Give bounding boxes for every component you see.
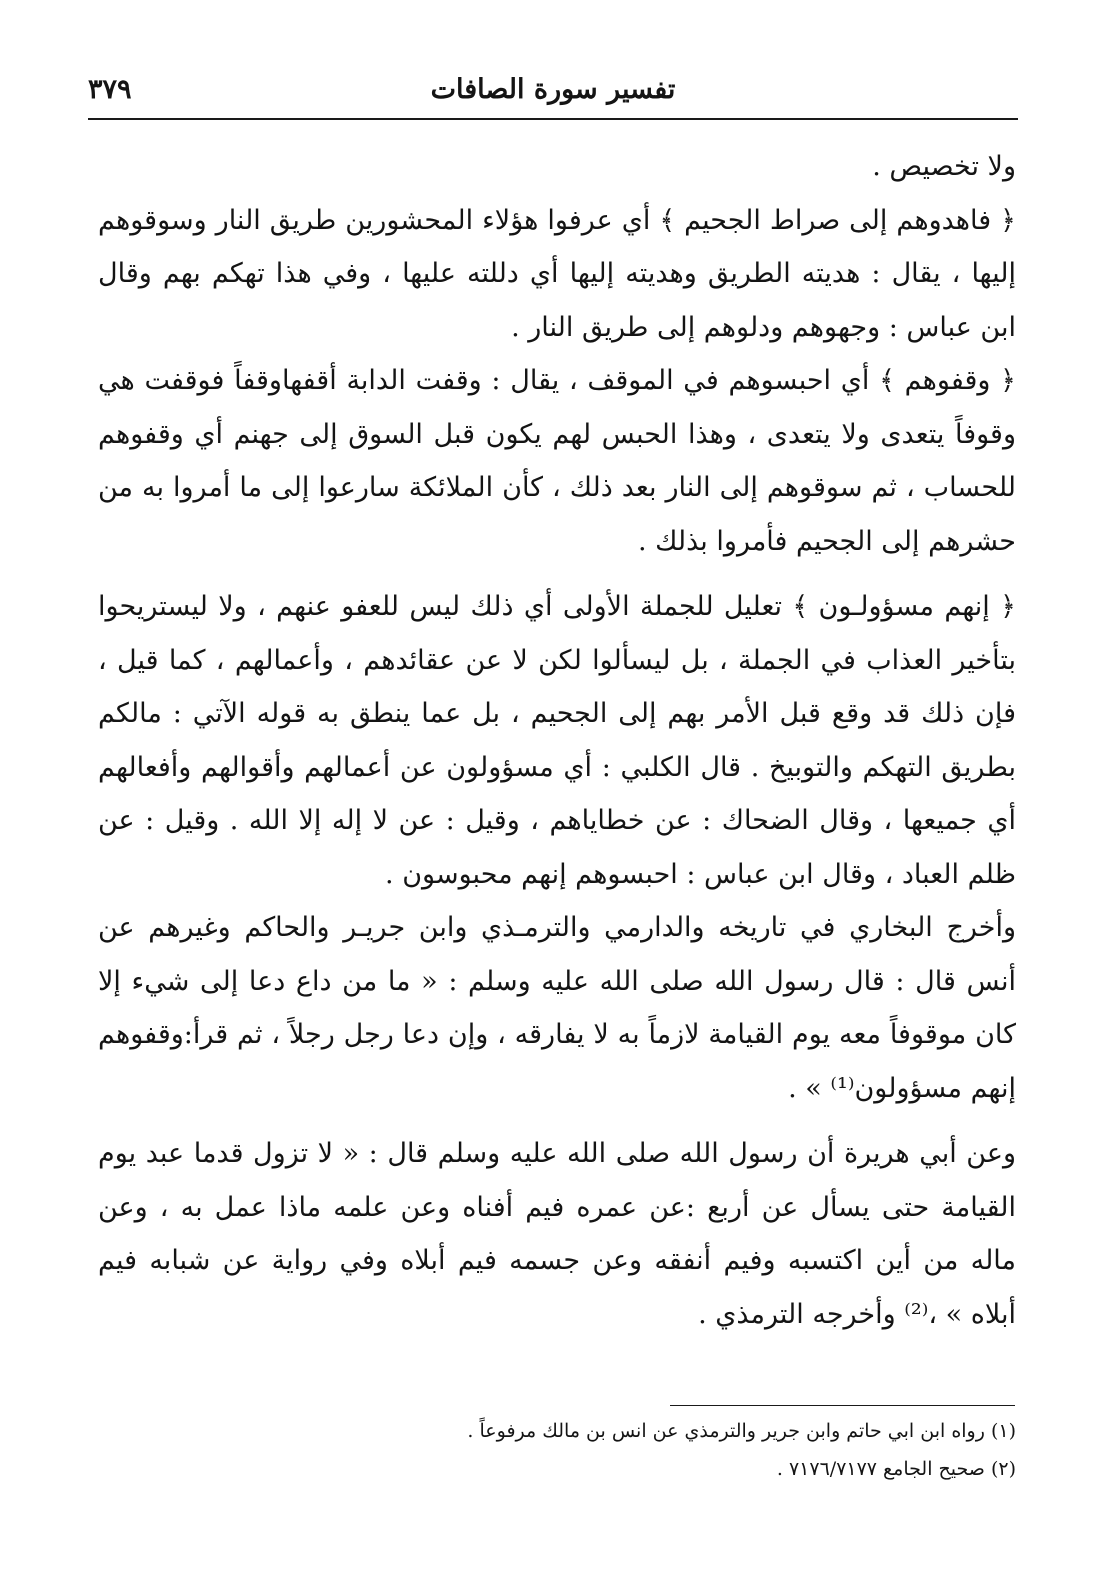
paragraph: وعن أبي هريرة أن رسول الله صلى الله عليه وسلم قال : « لا تزول قدما عبد يوم القيامة حتى يسأل عن أربع :عن عمره فيم أفناه وعن علمه ماذا عمل به ، وعن ماله من أين اكتسبه وفيم أنفقه وعن جسمه فيم أبلاه وفي رواية عن شبابه فيم أبلاه » ،⁽²⁾ وأخرجه الترمذي . [98,1138,1016,1330]
body-text [98,140,1016,1341]
footnotes [98,1412,1016,1488]
paragraph: ﴿ إنهم مسؤولـون ﴾ تعليل للجملة الأولى أي ذلك ليس للعفو عنهم ، ولا ليستريحوا بتأخير العذاب في الجملة ، بل ليسألوا لكن لا عن عقائدهم ، وأعمالهم ، كما قيل ، فإن ذلك قد وقع قبل الأمر بهم إلى الجحيم ، بل عما ينطق به قوله الآتي : مالكم بطريق التهكم والتوبيخ . قال الكلبي : أي مسؤولون عن أعمالهم وأقوالهم وأفعالهم أي جميعها ، وقال الضحاك : عن خطاياهم ، وقيل : عن لا إله إلا الله . وقيل : عن ظلم العباد ، وقال ابن عباس : احبسوهم إنهم محبوسون . [98,591,1016,890]
page-number: ٣٧٩ [88,74,132,105]
header-rule [88,118,1018,120]
footnote-rule [670,1405,1015,1406]
paragraph: ولا تخصيص . [872,151,1016,182]
footnote: (١) رواه ابن ابي حاتم وابن جرير والترمذي عن انس بن مالك مرفوعاً . [467,1420,1016,1442]
running-title: تفسير سورة الصافات [430,74,676,105]
paragraph: ﴿ فاهدوهم إلى صراط الجحيم ﴾ أي عرفوا هؤلاء المحشورين طريق النار وسوقوهم إليها ، يقال : هديته الطريق وهديته إليها أي دللته عليها ، وفي هذا تهكم بهم وقال ابن عباس : وجهوهم ودلوهم إلى طريق النار . [98,204,1016,343]
paragraph: ﴿ وقفوهم ﴾ أي احبسوهم في الموقف ، يقال : وقفت الدابة أقفهاوقفاً فوقفت هي وقوفاً يتعدى ولا يتعدى ، وهذا الحبس لهم يكون قبل السوق إلى جهنم أي وقفوهم للحساب ، ثم سوقوهم إلى النار بعد ذلك ، كأن الملائكة سارعوا إلى ما أمروا به من حشرهم إلى الجحيم فأمروا بذلك . [98,365,1016,557]
footnote: (٢) صحيح الجامع ٧١٧٦/٧١٧٧ . [776,1458,1016,1480]
page-header [88,72,1018,112]
paragraph: وأخرج البخاري في تاريخه والدارمي والترمـذي وابن جريـر والحاكم وغيرهم عن أنس قال : قال رسول الله صلى الله عليه وسلم : « ما من داع دعا إلى شيء إلا كان موقوفاً معه يوم القيامة لازماً به لا يفارقه ، وإن دعا رجل رجلاً ، ثم قرأ:وقفوهم إنهم مسؤولون⁽¹⁾ » . [98,912,1016,1104]
